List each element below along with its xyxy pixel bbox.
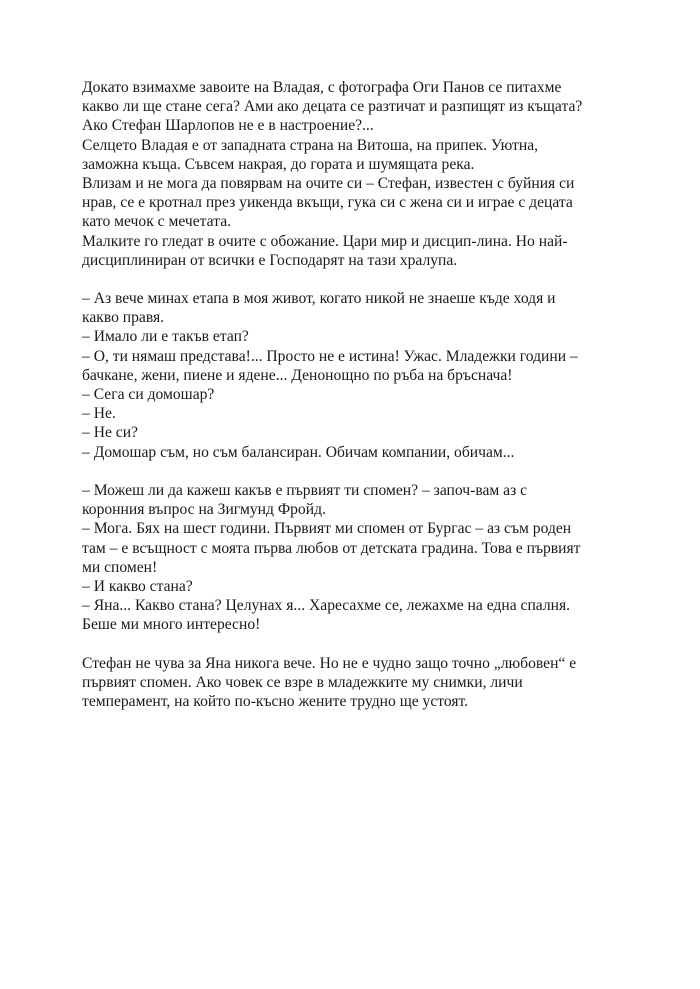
text-line: като мечок с мечетата.	[82, 213, 232, 231]
text-line: Малките го гледат в очите с обожание. Цари мир и дисцип-лина. Но най-	[82, 232, 568, 250]
text-line: първият спомен. Ако човек се взре в младежките му снимки, личи	[82, 673, 523, 691]
paragraph-spacer	[82, 634, 642, 653]
dialogue-line: – Не си?	[82, 424, 138, 442]
text-line: Докато взимахме завоите на Владая, с фотографа Оги Панов се питахме	[82, 79, 562, 96]
text-line: дисциплиниран от всички е Господарят на тази хралупа.	[82, 251, 458, 269]
dialogue-line: – Сега си домошар?	[82, 386, 215, 403]
dialogue-line: – Мога. Бях на шест години. Първият ми спомен от Бургас – аз съм роден	[82, 520, 572, 538]
dialogue-line: – Имало ли е такъв етап?	[82, 328, 249, 346]
dialogue-section-1	[82, 289, 642, 462]
text-line: Ако Стефан Шарлопов не е в настроение?...	[82, 117, 374, 135]
dialogue-line: там – е всъщност с моята първа любов от детската градина. Това е първият	[82, 539, 581, 557]
text-line: заможна къща. Съвсем накрая, до гората и шумящата река.	[82, 155, 475, 173]
paragraph-3	[82, 174, 642, 232]
text-line: темперамент, на който по-късно жените трудно ще устоят.	[82, 693, 469, 710]
dialogue-line: – Аз вече минах етапа в моя живот, когато никой не знаеше къде ходя и	[82, 290, 556, 308]
text-line: какво ли ще стане сега? Ами ако децата се разтичат и разпищят из къщата?	[82, 98, 583, 116]
dialogue-line: – Не.	[82, 405, 116, 423]
dialogue-line: ми спомен!	[82, 558, 158, 576]
text-line: Селцето Владая е от западната страна на Витоша, на припек. Уютна,	[82, 136, 539, 154]
dialogue-line: – Домошар съм, но съм балансиран. Обичам компании, обичам...	[82, 443, 515, 461]
dialogue-line: – О, ти нямаш представа!... Просто не е истина! Ужас. Младежки години –	[82, 347, 578, 365]
dialogue-line: бачкане, жени, пиене и ядене... Денонощно по ръба на бръснача!	[82, 366, 513, 384]
dialogue-line: коронния въпрос на Зигмунд Фройд.	[82, 501, 326, 519]
dialogue-section-2	[82, 481, 642, 635]
paragraph-2	[82, 136, 642, 174]
document-page	[82, 78, 642, 711]
dialogue-line: – И какво стана?	[82, 577, 193, 595]
dialogue-line: – Можеш ли да кажеш какъв е първият ти спомен? – започ-вам аз с	[82, 481, 528, 499]
text-line: нрав, се е кротнал през уикенда вкъщи, гука си с жена си и играе с децата	[82, 194, 573, 212]
dialogue-line: – Яна... Какво стана? Целунах я... Харесахме се, лежахме на една спалня.	[82, 597, 571, 615]
dialogue-line: какво правя.	[82, 309, 165, 327]
paragraph-4	[82, 232, 642, 270]
paragraph-spacer	[82, 270, 642, 289]
closing-paragraph	[82, 654, 642, 712]
text-line: Стефан не чува за Яна никога вече. Но не е чудно защо точно „любовен“ е	[82, 654, 577, 672]
paragraph-spacer	[82, 462, 642, 481]
dialogue-line: Беше ми много интересно!	[82, 616, 261, 634]
paragraph-1	[82, 78, 642, 136]
text-line: Влизам и не мога да повярвам на очите си – Стефан, известен с буйния си	[82, 174, 575, 192]
